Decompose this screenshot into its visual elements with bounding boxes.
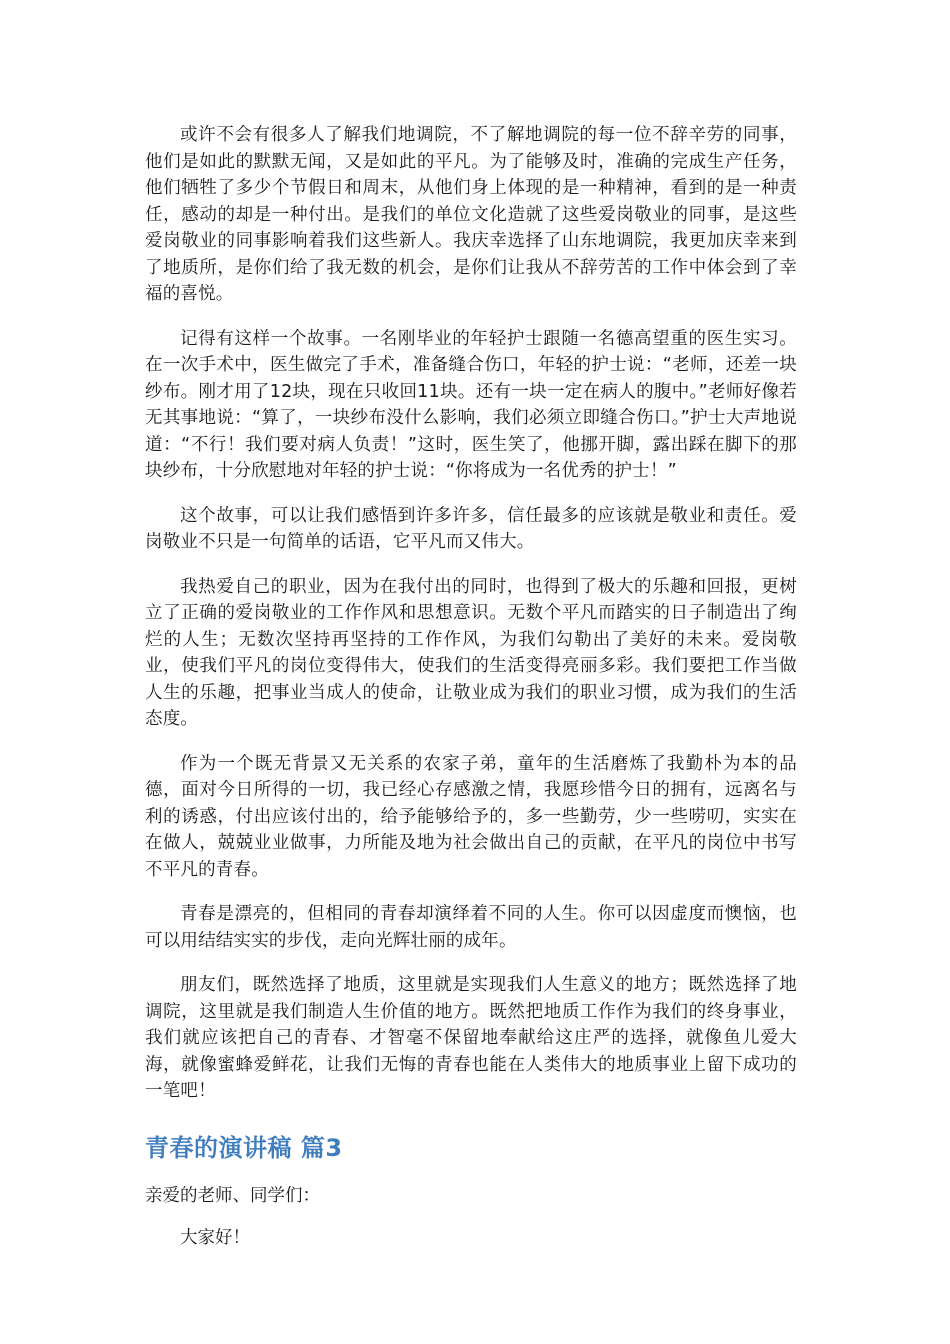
- salutation: 亲爱的老师、同学们：: [145, 1185, 320, 1206]
- paragraph-4: 我热爱自己的职业，因为在我付出的同时，也得到了极大的乐趣和回报，更树立了正确的爱岗敬业的工作作风和思想意识。无数个平凡而踏实的日子制造出了绚烂的人生；无数次坚持再坚持的工作作风，为我们勾勒出了美好的未来。爱岗敬业，使我们平凡的岗位变得伟大，使我们的生活变得亮丽多彩。我们要把工作当做人生的乐趣，把事业当成人的使命，让敬业成为我们的职业习惯，成为我们的生活态度。: [145, 576, 797, 729]
- document-page: [145, 122, 797, 1252]
- paragraph-2: 记得有这样一个故事。一名刚毕业的年轻护士跟随一名德高望重的医生实习。在一次手术中，医生做完了手术，准备缝合伤口，年轻的护士说：“老师，还差一块纱布。刚才用了12块，现在只收回11块。还有一块一定在病人的腹中。”老师好像若无其事地说：“算了，一块纱布没什么影响，我们必须立即缝合伤口。”护士大声地说道：“不行！我们要对病人负责！”这时，医生笑了，他挪开脚，露出踩在脚下的那块纱布，十分欣慰地对年轻的护士说：“你将成为一名优秀的护士！”: [145, 328, 797, 481]
- section-heading: 青春的演讲稿 篇3: [145, 1133, 343, 1162]
- paragraph-3: 这个故事，可以让我们感悟到许多许多，信任最多的应该就是敬业和责任。爱岗敬业不只是一句简单的话语，它平凡而又伟大。: [145, 505, 797, 552]
- greeting: 大家好！: [180, 1228, 250, 1248]
- paragraph-6: 青春是漂亮的，但相同的青春却演绎着不同的人生。你可以因虚度而懊恼，也可以用结结实实的步伐，走向光辉壮丽的成年。: [145, 904, 797, 951]
- paragraph-1: 或许不会有很多人了解我们地调院，不了解地调院的每一位不辞辛劳的同事，他们是如此的默默无闻，又是如此的平凡。为了能够及时，准确的完成生产任务，他们牺牲了多少个节假日和周末，从他们身上体现的是一种精神，看到的是一种责任，感动的却是一种付出。是我们的单位文化造就了这些爱岗敬业的同事，是这些爱岗敬业的同事影响着我们这些新人。我庆幸选择了山东地调院，我更加庆幸来到了地质所，是你们给了我无数的机会，是你们让我从不辞劳苦的工作中体会到了幸福的喜悦。: [145, 125, 797, 304]
- paragraph-5: 作为一个既无背景又无关系的农家子弟，童年的生活磨炼了我勤朴为本的品德，面对今日所得的一切，我已经心存感激之情，我愿珍惜今日的拥有，远离名与利的诱惑，付出应该付出的，给予能够给予的，多一些勤劳，少一些唠叨，实实在在做人，兢兢业业做事，力所能及地为社会做出自己的贡献，在平凡的岗位中书写不平凡的青春。: [145, 753, 797, 880]
- paragraph-7: 朋友们，既然选择了地质，这里就是实现我们人生意义的地方；既然选择了地调院，这里就是我们制造人生价值的地方。既然把地质工作作为我们的终身事业，我们就应该把自己的青春、才智毫不保留地奉献给这庄严的选择，就像鱼儿爱大海，就像蜜蜂爱鲜花，让我们无悔的青春也能在人类伟大的地质事业上留下成功的一笔吧！: [145, 975, 797, 1101]
